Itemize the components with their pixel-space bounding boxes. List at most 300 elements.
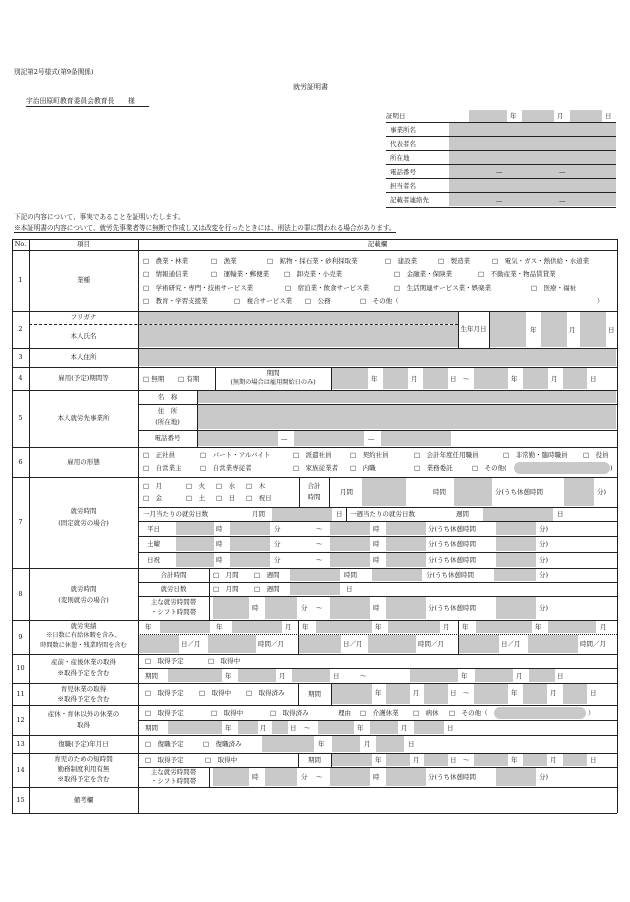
person-in-charge-label: 担当者名 <box>390 182 416 190</box>
actual2-days[interactable] <box>299 635 341 653</box>
emp-type-option[interactable]: □ 内職 <box>350 464 376 472</box>
industry-option-other[interactable]: □ その他（ <box>360 297 399 305</box>
maternity-leave-label: 産前・産後休業の取得 <box>51 658 116 667</box>
break-label: 分(うち休憩時間 <box>428 604 477 612</box>
maternity-doing-checkbox[interactable]: □ 取得中 <box>208 657 241 665</box>
hour-unit: 時 <box>373 773 380 781</box>
industry-option[interactable]: □ 農業・林業 <box>143 257 189 265</box>
return-month[interactable] <box>332 736 360 752</box>
remarks-label: 備考欄 <box>73 795 94 804</box>
tilde: 〜 <box>463 375 470 383</box>
shift-break[interactable] <box>496 597 536 619</box>
hour-unit: 時 <box>252 604 259 612</box>
holiday-start-hour[interactable] <box>176 553 214 567</box>
other-start-year[interactable] <box>168 721 222 734</box>
tilde: 〜 <box>316 604 323 612</box>
emp-type-option[interactable]: □ パート・アルバイト <box>200 451 271 459</box>
actual1-days[interactable] <box>139 635 179 653</box>
childcare-doing-checkbox[interactable]: □ 取得中 <box>199 689 232 697</box>
representative-label: 代表者名 <box>390 140 416 148</box>
variable-days-week-checkbox[interactable]: □ 週間 <box>254 585 280 593</box>
row-number: 9 <box>18 632 23 641</box>
emp-type-other-field[interactable] <box>514 462 610 474</box>
period-start-year[interactable] <box>332 368 368 389</box>
day-label: 日 <box>450 375 457 383</box>
hour-unit: 時間 <box>344 571 357 579</box>
workplace-label: 本人就労先事業所 <box>57 414 110 423</box>
variable-hours-sublabel: (変則就労の場合) <box>58 595 109 604</box>
dash: — <box>368 435 375 443</box>
industry-option[interactable]: □ 漁業 <box>211 257 237 265</box>
weekday-end-hour[interactable] <box>330 522 370 535</box>
header-content: 記載欄 <box>367 240 388 249</box>
header-no: No. <box>14 240 27 249</box>
childcare-start-day[interactable] <box>424 684 448 704</box>
week-period-label: 週間 <box>456 510 469 518</box>
period-end-day[interactable] <box>563 368 587 389</box>
birth-month-field[interactable] <box>541 312 567 347</box>
certification-statement: 下記の内容について、事実であることを証明いたします。 <box>14 213 185 221</box>
childcare-end-year[interactable] <box>474 684 508 704</box>
paren-close: ) <box>610 464 613 472</box>
days-per-month: 日／月 <box>181 640 201 648</box>
industry-option[interactable]: □ 複合サービス業 <box>234 297 293 305</box>
return-day[interactable] <box>376 736 404 752</box>
holiday-end-min[interactable] <box>386 553 426 567</box>
minute-close: 分) <box>539 556 549 564</box>
weekday-checkbox[interactable]: □ 月 <box>143 482 163 490</box>
variable-days-month-checkbox[interactable]: □ 月間 <box>213 585 239 593</box>
variable-total-min[interactable] <box>372 569 422 581</box>
short-shift-end-min[interactable] <box>386 768 426 786</box>
short-shift-start-min[interactable] <box>265 768 297 786</box>
weekday-end-min[interactable] <box>386 522 426 535</box>
minute-close: 分) <box>539 571 549 579</box>
emp-type-option[interactable]: □ 派遣社員 <box>293 451 332 459</box>
actual1-year[interactable] <box>160 621 210 633</box>
minute-unit: 分 <box>274 525 281 533</box>
row-number: 1 <box>18 276 23 285</box>
year-label: 年 <box>530 326 537 334</box>
monthly-minutes-field[interactable] <box>454 478 492 506</box>
maternity-plan-checkbox[interactable]: □ 取得予定 <box>145 657 184 665</box>
sick-leave-checkbox[interactable]: □ 病休 <box>413 709 439 717</box>
period-start-day[interactable] <box>423 368 448 389</box>
short-start-year[interactable] <box>332 754 372 766</box>
tilde: 〜 <box>463 689 470 697</box>
tilde: 〜 <box>316 556 323 564</box>
childcare-plan-checkbox[interactable]: □ 取得予定 <box>145 689 184 697</box>
days-per-month: 日／月 <box>343 640 363 648</box>
other-end-month[interactable] <box>370 721 398 734</box>
month-period-label: 月間 <box>340 488 353 496</box>
weekly-days-field[interactable] <box>483 508 553 521</box>
emp-type-option[interactable]: □ 会計年度任用職員 <box>414 451 479 459</box>
emp-type-option[interactable]: □ 正社員 <box>143 451 176 459</box>
actual2-month[interactable] <box>388 621 440 633</box>
monthly-break-field[interactable] <box>564 478 594 506</box>
variable-month-checkbox[interactable]: □ 月間 <box>213 571 239 579</box>
industry-option[interactable]: □ 情報通信業 <box>143 270 189 278</box>
childcare-done-checkbox[interactable]: □ 取得済み <box>246 689 285 697</box>
day-label: 日 <box>333 672 340 680</box>
row-number: 6 <box>18 457 23 466</box>
shift-start-min[interactable] <box>265 597 297 619</box>
industry-option[interactable]: □ 公務 <box>305 297 331 305</box>
year-label: 年 <box>375 689 382 697</box>
industry-option[interactable]: □ 生活関連サービス業・娯楽業 <box>394 284 492 292</box>
monthly-days-label: 一月当たりの就労日数 <box>143 510 208 518</box>
month-label: 月 <box>411 375 418 383</box>
short-shift-break[interactable] <box>496 768 536 786</box>
maternity-end-month[interactable] <box>475 669 513 682</box>
maternity-end-year[interactable] <box>410 669 458 682</box>
weekday-checkbox[interactable]: □ 日 <box>216 494 236 502</box>
shift-end-min[interactable] <box>386 597 426 619</box>
other-start-month[interactable] <box>238 721 258 734</box>
phone-label: 電話番号 <box>390 168 416 176</box>
year-label: 年 <box>511 689 518 697</box>
page-title: 就労証明書 <box>293 83 328 91</box>
variable-total-hours[interactable] <box>290 569 340 581</box>
day-label: 日 <box>450 689 457 697</box>
day-label: 日 <box>590 689 597 697</box>
short-hours-label-2: 勤務制度利用有無 <box>57 765 110 774</box>
writer-contact-label: 記載者連絡先 <box>390 196 429 204</box>
hours-per-month: 時間／月 <box>580 640 606 648</box>
year-label: 年 <box>225 672 232 680</box>
childcare-start-month[interactable] <box>386 684 410 704</box>
day-label: 日 <box>557 672 564 680</box>
other-reason-field[interactable] <box>494 707 586 719</box>
hour-unit: 時 <box>252 773 259 781</box>
holiday-end-hour[interactable] <box>330 553 370 567</box>
minute-close: 分) <box>597 488 607 496</box>
break-label: 分(うち休憩時間 <box>495 488 544 496</box>
employment-period-label: 雇用(予定)期間等 <box>58 374 109 383</box>
actual-work-label: 就労実績 <box>70 622 97 631</box>
minute-close: 分) <box>539 540 549 548</box>
month-label: 月 <box>600 623 607 631</box>
month-label: 月 <box>413 689 420 697</box>
month-label: 月 <box>569 326 576 334</box>
holiday-break[interactable] <box>496 553 536 567</box>
return-date-label: 復職(予定)年月日 <box>58 739 109 748</box>
actual3-hours[interactable] <box>528 635 578 653</box>
holiday-row-label: 日祝 <box>147 556 160 564</box>
workplace-address-label: 住 所 <box>157 407 178 416</box>
weekday-checkbox[interactable]: □ 火 <box>186 482 206 490</box>
variable-week-checkbox[interactable]: □ 週間 <box>254 571 280 579</box>
care-leave-checkbox[interactable]: □ 介護休業 <box>360 709 399 717</box>
actual3-year[interactable] <box>476 621 532 633</box>
short-shift-start-hour[interactable] <box>213 768 249 786</box>
year-label: 年 <box>511 756 518 764</box>
tilde: 〜 <box>316 540 323 548</box>
main-shift-label: 主な就労時間帯 <box>150 598 197 607</box>
period-end-month[interactable] <box>523 368 548 389</box>
furigana-label: フリガナ <box>70 313 97 322</box>
maternity-start-month[interactable] <box>238 669 276 682</box>
short-hours-plan-checkbox[interactable]: □ 取得予定 <box>145 756 184 764</box>
fixed-hours-sublabel: (固定就労の場合) <box>58 518 109 527</box>
maternity-start-day[interactable] <box>292 669 330 682</box>
short-start-month[interactable] <box>386 754 410 766</box>
day-label: 日 <box>590 756 597 764</box>
weekday-break[interactable] <box>496 522 536 535</box>
other-reason-checkbox[interactable]: □ その他（ <box>449 709 488 717</box>
variable-total-label: 合計時間 <box>160 570 187 579</box>
saturday-start-hour[interactable] <box>176 537 214 551</box>
emp-type-option[interactable]: □ 自営業主 <box>143 464 182 472</box>
weekday-start-hour[interactable] <box>176 522 214 535</box>
minute-close: 分) <box>539 773 549 781</box>
row-number: 14 <box>16 765 25 774</box>
short-start-day[interactable] <box>424 754 448 766</box>
hour-unit: 時 <box>373 525 380 533</box>
weekday-checkbox[interactable]: □ 祝日 <box>246 494 272 502</box>
minute-unit: 分 <box>301 604 308 612</box>
monthly-days-field[interactable] <box>272 508 332 521</box>
workplace-address-sublabel: (所在地) <box>155 418 180 427</box>
weekday-checkbox[interactable]: □ 水 <box>216 482 236 490</box>
minute-close: 分) <box>539 525 549 533</box>
days-per-month: 日／月 <box>501 640 521 648</box>
row-number: 10 <box>16 664 25 673</box>
shift-start-hour[interactable] <box>213 597 249 619</box>
actual2-hours[interactable] <box>368 635 416 653</box>
weekday-row-label: 平日 <box>147 525 160 533</box>
workplace-phone-2[interactable] <box>294 431 364 446</box>
day-unit: 日 <box>346 585 353 593</box>
day-unit: 日 <box>557 510 564 518</box>
childcare-start-year[interactable] <box>332 684 372 704</box>
childcare-end-day[interactable] <box>563 684 587 704</box>
industry-option[interactable]: □ 宿泊業・飲食サービス業 <box>285 284 370 292</box>
dash: — <box>281 435 288 443</box>
return-plan-checkbox[interactable]: □ 復職予定 <box>145 740 184 748</box>
total-hours-label: 合計 <box>307 481 321 490</box>
home-address-label: 本人住所 <box>70 353 97 362</box>
dash: — <box>496 197 503 205</box>
saturday-start-min[interactable] <box>230 537 270 551</box>
weekday-checkbox[interactable]: □ 金 <box>143 494 163 502</box>
name-field[interactable] <box>139 325 458 347</box>
other-end-year[interactable] <box>318 721 354 734</box>
warning-note: ※本証明書の内容について、就労先事業者等に無断で作成し又は改変を行ったときには、刑法上の罪に問われる場合があります。 <box>14 224 396 232</box>
year-label: 年 <box>357 724 364 732</box>
break-label: 分(うち休憩時間 <box>428 556 477 564</box>
short-end-month[interactable] <box>523 754 547 766</box>
industry-option[interactable]: □ 医療・福祉 <box>531 284 577 292</box>
dash: — <box>559 168 566 176</box>
employment-type-label: 雇用の形態 <box>67 457 100 466</box>
saturday-end-min[interactable] <box>386 537 426 551</box>
minute-unit: 分 <box>274 556 281 564</box>
actual2-year[interactable] <box>316 621 372 633</box>
fixed-term-checkbox[interactable]: □ 有期 <box>178 375 200 383</box>
workplace-phone-3[interactable] <box>381 431 451 446</box>
workplace-phone-1[interactable] <box>198 431 278 446</box>
industry-option[interactable]: □ 教育・学習支援業 <box>143 297 208 305</box>
short-end-year[interactable] <box>474 754 508 766</box>
year-label: 年 <box>511 375 518 383</box>
variable-break[interactable] <box>494 569 536 581</box>
actual3-days[interactable] <box>459 635 499 653</box>
month-label: 月 <box>279 672 286 680</box>
emp-type-option[interactable]: □ 業務委託 <box>414 464 453 472</box>
actual1-hours[interactable] <box>208 635 256 653</box>
short-shift-end-hour[interactable] <box>330 768 370 786</box>
indefinite-checkbox[interactable]: □ 無期 <box>143 375 165 383</box>
furigana-field[interactable] <box>139 312 458 324</box>
actual3-month[interactable] <box>548 621 596 633</box>
period-end-year[interactable] <box>474 368 508 389</box>
emp-type-option-other[interactable]: □ その他( <box>472 464 507 472</box>
industry-option[interactable]: □ 建設業 <box>385 257 418 265</box>
birth-day-field[interactable] <box>580 312 606 347</box>
other-leave-label: 産休・育休以外の休業の <box>47 710 120 719</box>
year-label: 年 <box>216 623 223 631</box>
period-start-month[interactable] <box>383 368 408 389</box>
actual1-month[interactable] <box>232 621 282 633</box>
tilde: 〜 <box>316 525 323 533</box>
year-label: 年 <box>375 756 382 764</box>
hour-unit: 時 <box>216 540 223 548</box>
year-label: 年 <box>535 623 542 631</box>
industry-option[interactable]: □ 卸売業・小売業 <box>284 270 343 278</box>
saturday-row-label: 土曜 <box>147 540 160 548</box>
month-label: 月 <box>550 689 557 697</box>
row-number: 15 <box>16 795 25 804</box>
return-year[interactable] <box>262 736 314 752</box>
month-label: 月 <box>260 724 267 732</box>
fixed-hours-label: 就労時間 <box>70 506 97 515</box>
paren-close: ） <box>597 297 604 305</box>
year-label: 年 <box>318 740 325 748</box>
year-label: 年 <box>302 623 309 631</box>
emp-type-option[interactable]: □ 契約社員 <box>350 451 389 459</box>
day-label: 日 <box>450 756 457 764</box>
industry-option[interactable]: □ 運輸業・郵便業 <box>211 270 270 278</box>
saturday-end-hour[interactable] <box>330 537 370 551</box>
form-number: 別記第2号様式(第9条関係) <box>14 68 94 76</box>
hours-per-month: 時間／月 <box>258 640 284 648</box>
reason-label: 理由 <box>338 709 351 717</box>
break-label: 分(うち休憩時間 <box>426 571 475 579</box>
industry-option[interactable]: □ 不動産業・物品賃貸業 <box>478 270 556 278</box>
row-number: 4 <box>18 374 23 383</box>
row-number: 3 <box>18 353 23 362</box>
row-number: 12 <box>16 715 25 724</box>
actual-work-note: ※日数に有給休暇を含み、 <box>46 632 121 640</box>
childcare-leave-note: ※取得予定を含む <box>57 695 110 704</box>
period-label: 期間 <box>308 689 321 698</box>
weekday-checkbox[interactable]: □ 木 <box>246 482 266 490</box>
industry-option[interactable]: □ 製造業 <box>438 257 471 265</box>
other-leave-label-2: 取得 <box>77 721 90 730</box>
birth-year-field[interactable] <box>490 312 526 347</box>
weekday-start-min[interactable] <box>230 522 270 535</box>
year-label: 年 <box>145 623 152 631</box>
industry-option[interactable]: □ 学術研究・専門・技術サービス業 <box>143 284 254 292</box>
workplace-address-field[interactable] <box>198 405 616 429</box>
weekday-checkbox[interactable]: □ 土 <box>186 494 206 502</box>
holiday-start-min[interactable] <box>230 553 270 567</box>
emp-type-option[interactable]: □ 家族従業者 <box>293 464 339 472</box>
dash: — <box>559 197 566 205</box>
childcare-end-month[interactable] <box>523 684 547 704</box>
year-label: 年 <box>225 724 232 732</box>
saturday-break[interactable] <box>496 537 536 551</box>
dash: — <box>496 168 503 176</box>
short-hours-label: 育児のための短時間 <box>54 755 113 764</box>
birthdate-label: 生年月日 <box>460 325 487 334</box>
workplace-name-field[interactable] <box>198 391 616 403</box>
other-leave-done-checkbox[interactable]: □ 取得済み <box>270 709 309 717</box>
main-shift-sublabel: ・シフト時間帯 <box>150 608 197 617</box>
maternity-end-day[interactable] <box>529 669 555 682</box>
minute-unit: 分 <box>274 540 281 548</box>
home-address-field[interactable] <box>139 349 616 366</box>
hour-unit: 時 <box>373 556 380 564</box>
emp-type-option[interactable]: □ 非常勤・臨時職員 <box>503 451 568 459</box>
main-shift-label: 主な就労時間帯 <box>150 768 197 777</box>
short-end-day[interactable] <box>563 754 587 766</box>
industry-option[interactable]: □ 鉱物・採石業・砂利採取業 <box>267 257 358 265</box>
industry-option[interactable]: □ 金融業・保険業 <box>394 270 453 278</box>
variable-hours-label: 就労時間 <box>70 584 97 593</box>
childcare-leave-label: 育児休業の取得 <box>60 685 107 694</box>
tilde: 〜 <box>304 724 311 732</box>
row-number: 11 <box>16 689 25 698</box>
break-label: 分(うち休憩時間 <box>428 540 477 548</box>
other-end-day[interactable] <box>414 721 444 734</box>
variable-days-field[interactable] <box>290 583 340 595</box>
return-done-checkbox[interactable]: □ 復職済み <box>203 740 242 748</box>
monthly-hours-field[interactable] <box>362 478 406 506</box>
minute-close: 分) <box>539 604 549 612</box>
maternity-start-year[interactable] <box>168 669 222 682</box>
day-label: 日 <box>447 724 454 732</box>
day-unit: 日 <box>336 510 343 518</box>
period-label: 期間 <box>308 755 321 764</box>
emp-type-option[interactable]: □ 自営業専従者 <box>200 464 252 472</box>
month-label: 月 <box>413 756 420 764</box>
hours-per-month: 時間／月 <box>418 640 444 648</box>
short-hours-doing-checkbox[interactable]: □ 取得中 <box>205 756 238 764</box>
emp-type-option[interactable]: □ 役員 <box>583 451 609 459</box>
hour-unit: 時 <box>373 604 380 612</box>
month-period-label: 月間 <box>252 510 265 518</box>
day-label: 日 <box>590 375 597 383</box>
year-label: 年 <box>510 112 517 120</box>
variable-days-label: 就労日数 <box>160 584 187 593</box>
workplace-phone-label: 電話番号 <box>154 434 181 443</box>
other-start-day[interactable] <box>272 721 288 734</box>
row-number: 2 <box>18 325 23 334</box>
shift-end-hour[interactable] <box>330 597 370 619</box>
cert-date-label: 証明日 <box>386 111 406 120</box>
header-item: 項目 <box>77 240 90 249</box>
other-leave-doing-checkbox[interactable]: □ 取得中 <box>211 709 244 717</box>
row-number: 13 <box>16 739 25 748</box>
other-leave-plan-checkbox[interactable]: □ 取得予定 <box>145 709 184 717</box>
row-number: 8 <box>18 589 23 598</box>
industry-option[interactable]: □ 電気・ガス・熱供給・水道業 <box>492 257 590 265</box>
actual-work-note-2: 時間数に休憩・残業時間を含む <box>40 642 127 650</box>
remarks-field[interactable] <box>139 788 616 812</box>
